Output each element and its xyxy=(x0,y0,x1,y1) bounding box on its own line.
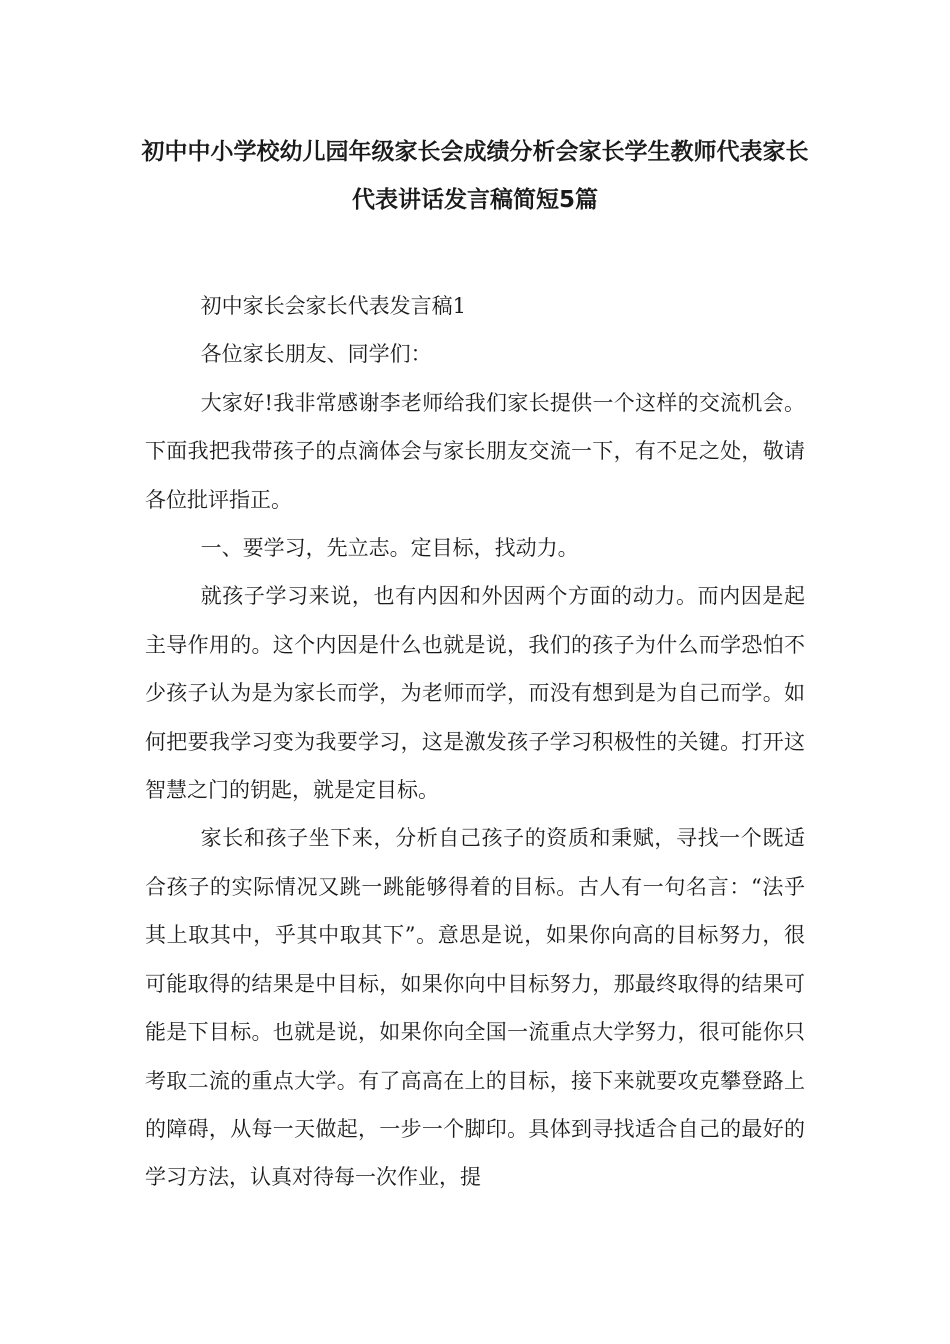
salutation: 各位家长朋友、同学们： xyxy=(200,342,432,367)
body-paragraph: 大家好!我非常感谢李老师给我们家长提供一个这样的交流机会。下面我把我带孩子的点滴体会与家长朋友交流一下，有不足之处，敬请各位批评指正。 xyxy=(145,390,805,512)
document-body xyxy=(145,282,805,1202)
subsection-heading: 一、要学习，先立志。定目标，找动力。 xyxy=(200,536,579,561)
document-title-line-2: 代表讲话发言稿简短5篇 xyxy=(351,187,598,213)
body-paragraph: 家长和孩子坐下来，分析自己孩子的资质和秉赋，寻找一个既适合孩子的实际情况又跳一跳能够得着的目标。古人有一句名言：“法乎其上取其中，乎其中取其下”。意思是说，如果你向高的目标努力，很可能取得的结果是中目标，如果你向中目标努力，那最终取得的结果可能是下目标。也就是说，如果你向全国一流重点大学努力，很可能你只考取二流的重点大学。有了高高在上的目标，接下来就要攻克攀登路上的障碍，从每一天做起，一步一个脚印。具体到寻找适合自己的最好的学习方法，认真对待每一次作业，提 xyxy=(145,826,805,1190)
document-title-line-1: 初中中小学校幼儿园年级家长会成绩分析会家长学生教师代表家长 xyxy=(141,139,809,165)
body-paragraph: 就孩子学习来说，也有内因和外因两个方面的动力。而内因是起主导作用的。这个内因是什么也就是说，我们的孩子为什么而学恐怕不少孩子认为是为家长而学，为老师而学，而没有想到是为自己而学。如何把要我学习变为我要学习，这是激发孩子学习积极性的关键。打开这智慧之门的钥匙，就是定目标。 xyxy=(145,584,805,803)
section-heading: 初中家长会家长代表发言稿1 xyxy=(200,294,467,318)
